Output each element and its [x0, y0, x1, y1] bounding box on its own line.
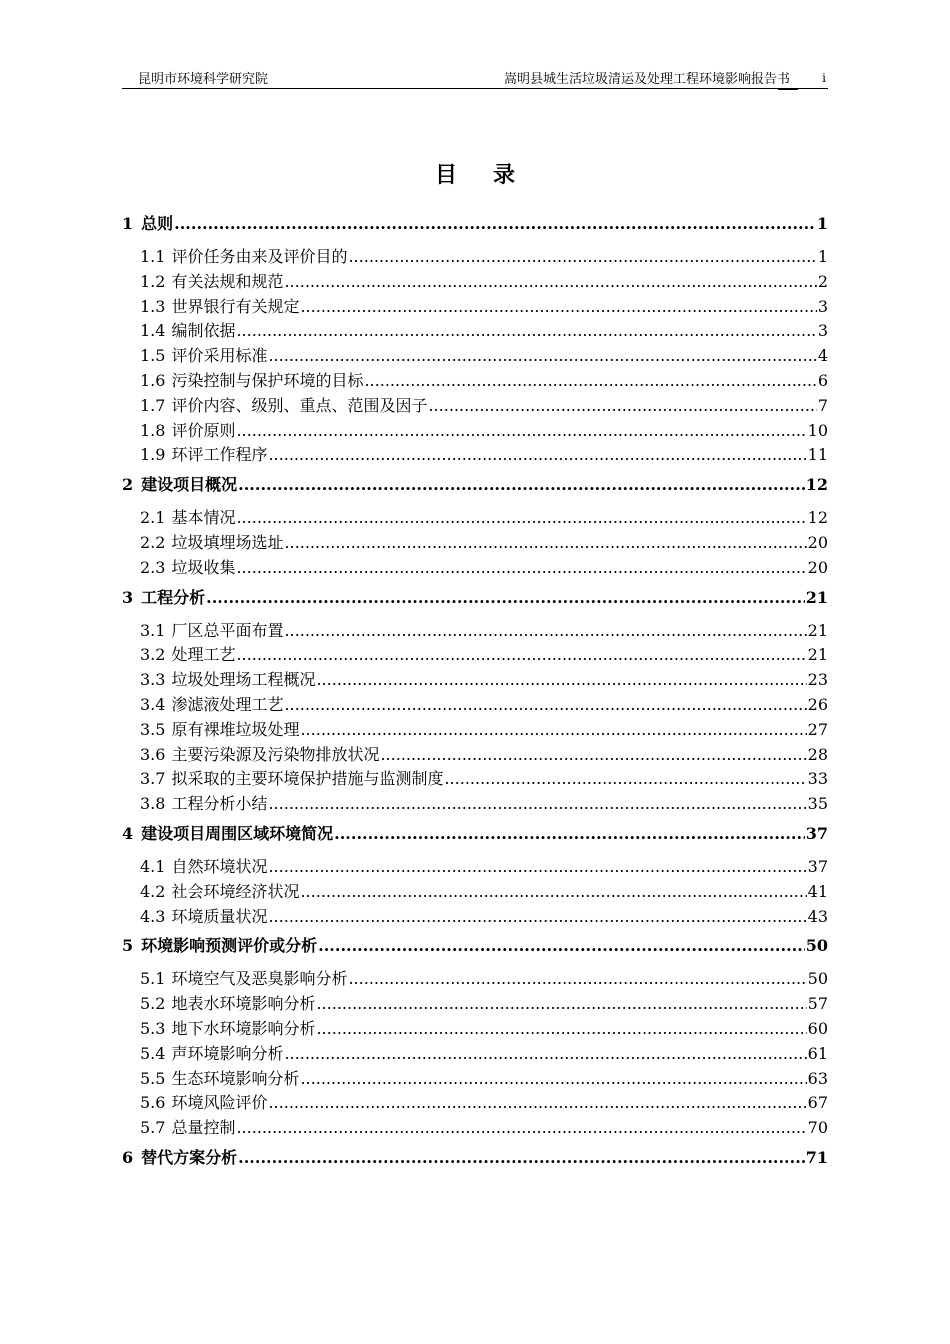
toc-subsection-entry[interactable]	[122, 1016, 828, 1041]
toc-entry-title: 环评工作程序	[171, 445, 268, 465]
toc-subsection-entry[interactable]	[122, 642, 828, 667]
toc-subsection-entry[interactable]	[122, 393, 828, 418]
toc-subsection-entry[interactable]	[122, 854, 828, 879]
toc-entry-page: 6	[817, 370, 828, 390]
toc-subsection-entry[interactable]	[122, 667, 828, 692]
toc-subsection-entry[interactable]	[122, 1041, 828, 1066]
toc-entry-title: 编制依据	[171, 321, 236, 341]
toc-entry-number: 5.5	[140, 1068, 166, 1088]
toc-entry-title: 垃圾收集	[171, 557, 236, 577]
toc-entry-number: 3.4	[140, 694, 166, 714]
toc-subsection-entry[interactable]	[122, 618, 828, 643]
toc-entry-page: 70	[807, 1118, 828, 1138]
toc-entry-number: 1.1	[140, 247, 166, 266]
toc-entry-title: 环境质量状况	[171, 906, 268, 926]
toc-dot-leader	[364, 371, 816, 390]
toc-entry-page: 63	[807, 1068, 828, 1088]
toc-entry-title: 垃圾填埋场选址	[171, 532, 284, 552]
toc-entry-title: 原有裸堆垃圾处理	[171, 719, 300, 739]
toc-entry-page: 11	[807, 445, 828, 465]
toc-dot-leader	[236, 321, 816, 340]
toc-entry-title: 环境影响预测评价或分析	[141, 936, 318, 956]
toc-dot-leader	[300, 297, 816, 316]
toc-entry-number: 3.1	[140, 620, 166, 640]
toc-section-entry[interactable]	[122, 211, 828, 237]
toc-dot-leader	[348, 247, 816, 266]
toc-entry-number: 1.2	[140, 271, 166, 291]
toc-entry-number: 1.9	[140, 445, 166, 465]
toc-dot-leader	[236, 508, 806, 527]
toc-entry-number: 5.3	[140, 1018, 166, 1038]
toc-dot-leader	[428, 396, 816, 415]
toc-entry-page: 50	[805, 936, 828, 956]
toc-entry-title: 自然环境状况	[171, 856, 268, 876]
toc-entry-page: 23	[807, 670, 828, 690]
toc-dot-leader	[236, 558, 806, 577]
page-title: 目录	[434, 162, 551, 188]
toc-dot-leader	[206, 588, 805, 607]
toc-entry-title: 基本情况	[171, 508, 236, 528]
toc-entry-page: 37	[805, 823, 828, 843]
toc-entry-number: 1.5	[140, 346, 166, 366]
toc-entry-page: 61	[807, 1043, 828, 1063]
toc-subsection-entry[interactable]	[122, 1066, 828, 1091]
toc-section-entry[interactable]	[122, 1145, 828, 1171]
toc-entry-title: 拟采取的主要环境保护措施与监测制度	[171, 769, 444, 789]
toc-entry-page: 35	[807, 794, 828, 814]
toc-dot-leader	[174, 214, 816, 233]
toc-dot-leader	[334, 824, 805, 843]
toc-dot-leader	[316, 670, 806, 689]
toc-entry-page: 60	[807, 1018, 828, 1038]
toc-entry-title: 社会环境经济状况	[171, 881, 300, 901]
toc-entry-title: 评价原则	[171, 420, 236, 440]
toc-dot-leader	[284, 1044, 806, 1063]
toc-entry-number: 2	[122, 475, 134, 495]
toc-dot-leader	[268, 346, 816, 365]
toc-dot-leader	[236, 421, 806, 440]
toc-entry-title: 垃圾处理场工程概况	[171, 670, 316, 690]
toc-subsection-entry[interactable]	[122, 368, 828, 393]
toc-entry-title: 评价内容、级别、重点、范围及因子	[171, 395, 428, 415]
toc-entry-page: 28	[807, 744, 828, 764]
toc-entry-title: 建设项目周围区域环境简况	[141, 823, 334, 843]
toc-entry-page: 3	[817, 321, 828, 341]
toc-entry-number: 4	[122, 823, 134, 843]
toc-dot-leader	[300, 720, 806, 739]
toc-dot-leader	[268, 907, 806, 926]
toc-section-entry[interactable]	[122, 585, 828, 611]
toc-entry-number: 1.8	[140, 420, 166, 440]
toc-entry-number: 5.1	[140, 969, 166, 989]
toc-dot-leader	[300, 882, 806, 901]
toc-subsection-entry[interactable]	[122, 904, 828, 929]
toc-entry-number: 3.3	[140, 670, 166, 690]
toc-entry-number: 3	[122, 587, 134, 607]
toc-entry-number: 3.8	[140, 794, 166, 814]
toc-dot-leader	[268, 857, 806, 876]
toc-entry-number: 5	[122, 936, 134, 956]
toc-entry-title: 生态环境影响分析	[171, 1068, 300, 1088]
toc-entry-title: 评价任务由来及评价目的	[171, 247, 348, 266]
toc-entry-title: 总则	[141, 214, 174, 233]
toc-dot-leader	[348, 969, 806, 988]
toc-entry-page: 10	[807, 420, 828, 440]
toc-entry-title: 评价采用标准	[171, 346, 268, 366]
toc-entry-page: 1	[817, 247, 828, 266]
toc-entry-page: 33	[807, 769, 828, 789]
toc-entry-number: 5.7	[140, 1118, 166, 1138]
toc-entry-page: 20	[807, 532, 828, 552]
toc-entry-title: 声环境影响分析	[171, 1043, 284, 1063]
toc-dot-leader	[268, 794, 806, 813]
toc-entry-page: 26	[807, 694, 828, 714]
toc-dot-leader	[300, 1069, 806, 1088]
toc-entry-page: 71	[805, 1147, 828, 1167]
toc-subsection-entry[interactable]	[122, 530, 828, 555]
header-report-title: 嵩明县城生活垃圾清运及处理工程环境影响报告书	[503, 72, 790, 87]
toc-subsection-entry[interactable]	[122, 791, 828, 816]
toc-dot-leader	[316, 994, 806, 1013]
toc-entry-number: 1.3	[140, 296, 166, 316]
toc-entry-title: 建设项目概况	[141, 475, 238, 495]
toc-entry-title: 地下水环境影响分析	[171, 1018, 316, 1038]
header-underline-mark	[778, 88, 798, 90]
toc-subsection-entry[interactable]	[122, 318, 828, 343]
toc-subsection-entry[interactable]	[122, 244, 828, 269]
toc-dot-leader	[444, 769, 806, 788]
toc-subsection-entry[interactable]	[122, 879, 828, 904]
toc-dot-leader	[236, 1118, 806, 1137]
toc-entry-page: 4	[817, 346, 828, 366]
toc-subsection-entry[interactable]	[122, 1090, 828, 1115]
toc-entry-title: 渗滤液处理工艺	[171, 694, 284, 714]
toc-subsection-entry[interactable]	[122, 442, 828, 467]
toc-entry-page: 3	[817, 296, 828, 316]
toc-entry-title: 有关法规和规范	[171, 271, 284, 291]
toc-entry-title: 替代方案分析	[141, 1147, 238, 1167]
toc-entry-title: 环境空气及恶臭影响分析	[171, 969, 348, 989]
toc-dot-leader	[236, 645, 806, 664]
toc-dot-leader	[380, 745, 806, 764]
toc-entry-page: 27	[807, 719, 828, 739]
toc-dot-leader	[284, 621, 806, 640]
toc-section-entry[interactable]	[122, 933, 828, 959]
toc-entry-title: 处理工艺	[171, 645, 236, 665]
toc-entry-number: 4.2	[140, 881, 166, 901]
toc-entry-number: 1.6	[140, 370, 166, 390]
page-header	[122, 66, 828, 89]
toc-entry-title: 地表水环境影响分析	[171, 994, 316, 1014]
toc-entry-number: 2.3	[140, 557, 166, 577]
toc-entry-number: 4.1	[140, 856, 166, 876]
toc-subsection-entry[interactable]	[122, 717, 828, 742]
toc-entry-number: 2.2	[140, 532, 166, 552]
toc-entry-title: 世界银行有关规定	[171, 296, 300, 316]
toc-entry-page: 12	[807, 508, 828, 528]
toc-entry-page: 37	[807, 856, 828, 876]
toc-entry-number: 5.6	[140, 1093, 166, 1113]
toc-subsection-entry[interactable]	[122, 742, 828, 767]
toc-subsection-entry[interactable]	[122, 555, 828, 580]
toc-subsection-entry[interactable]	[122, 505, 828, 530]
toc-entry-number: 4.3	[140, 906, 166, 926]
toc-dot-leader	[268, 1093, 806, 1112]
toc-entry-page: 21	[805, 587, 828, 607]
toc-dot-leader	[284, 695, 806, 714]
toc-entry-page: 2	[817, 271, 828, 291]
toc-dot-leader	[318, 936, 805, 955]
header-page-number: i	[822, 71, 826, 85]
toc-entry-page: 7	[817, 395, 828, 415]
toc-entry-title: 工程分析小结	[171, 794, 268, 814]
toc-entry-title: 厂区总平面布置	[171, 620, 284, 640]
toc-entry-number: 6	[122, 1147, 134, 1167]
toc-entry-page: 20	[807, 557, 828, 577]
toc-dot-leader	[284, 533, 806, 552]
toc-entry-title: 污染控制与保护环境的目标	[171, 370, 364, 390]
toc-entry-page: 21	[807, 645, 828, 665]
toc-entry-page: 67	[807, 1093, 828, 1113]
toc-dot-leader	[284, 272, 816, 291]
toc-section-entry[interactable]	[122, 821, 828, 847]
toc-entry-title: 主要污染源及污染物排放状况	[171, 744, 380, 764]
toc-entry-title: 工程分析	[141, 587, 206, 607]
toc-entry-number: 2.1	[140, 508, 166, 528]
toc-entry-page: 57	[807, 994, 828, 1014]
toc-dot-leader	[316, 1019, 806, 1038]
header-institute: 昆明市环境科学研究院	[138, 72, 269, 87]
toc-entry-number: 1.4	[140, 321, 166, 341]
toc-section-entry[interactable]	[122, 472, 828, 498]
toc-subsection-entry[interactable]	[122, 966, 828, 991]
toc-entry-number: 3.7	[140, 769, 166, 789]
toc-subsection-entry[interactable]	[122, 343, 828, 368]
toc-entry-number: 1.7	[140, 395, 166, 415]
toc-entry-number: 3.5	[140, 719, 166, 739]
toc-subsection-entry[interactable]	[122, 294, 828, 319]
toc-entry-number: 5.4	[140, 1043, 166, 1063]
toc-subsection-entry[interactable]	[122, 1115, 828, 1140]
toc-entry-title: 总量控制	[171, 1118, 236, 1138]
toc-subsection-entry[interactable]	[122, 991, 828, 1016]
toc-entry-page: 41	[807, 881, 828, 901]
toc-subsection-entry[interactable]	[122, 269, 828, 294]
toc-entry-number: 3.6	[140, 744, 166, 764]
toc-entry-page: 21	[807, 620, 828, 640]
toc-dot-leader	[238, 1148, 805, 1167]
toc-entry-page: 43	[807, 906, 828, 926]
toc-entry-number: 5.2	[140, 994, 166, 1014]
toc-subsection-entry[interactable]	[122, 418, 828, 443]
toc-subsection-entry[interactable]	[122, 692, 828, 717]
toc-dot-leader	[238, 475, 805, 494]
toc-entry-title: 环境风险评价	[171, 1093, 268, 1113]
toc-subsection-entry[interactable]	[122, 766, 828, 791]
table-of-contents	[122, 206, 828, 1178]
toc-entry-number: 1	[122, 214, 134, 233]
toc-dot-leader	[268, 445, 806, 464]
toc-entry-page: 12	[805, 475, 828, 495]
toc-entry-number: 3.2	[140, 645, 166, 665]
toc-entry-page: 1	[816, 214, 828, 233]
toc-entry-page: 50	[807, 969, 828, 989]
